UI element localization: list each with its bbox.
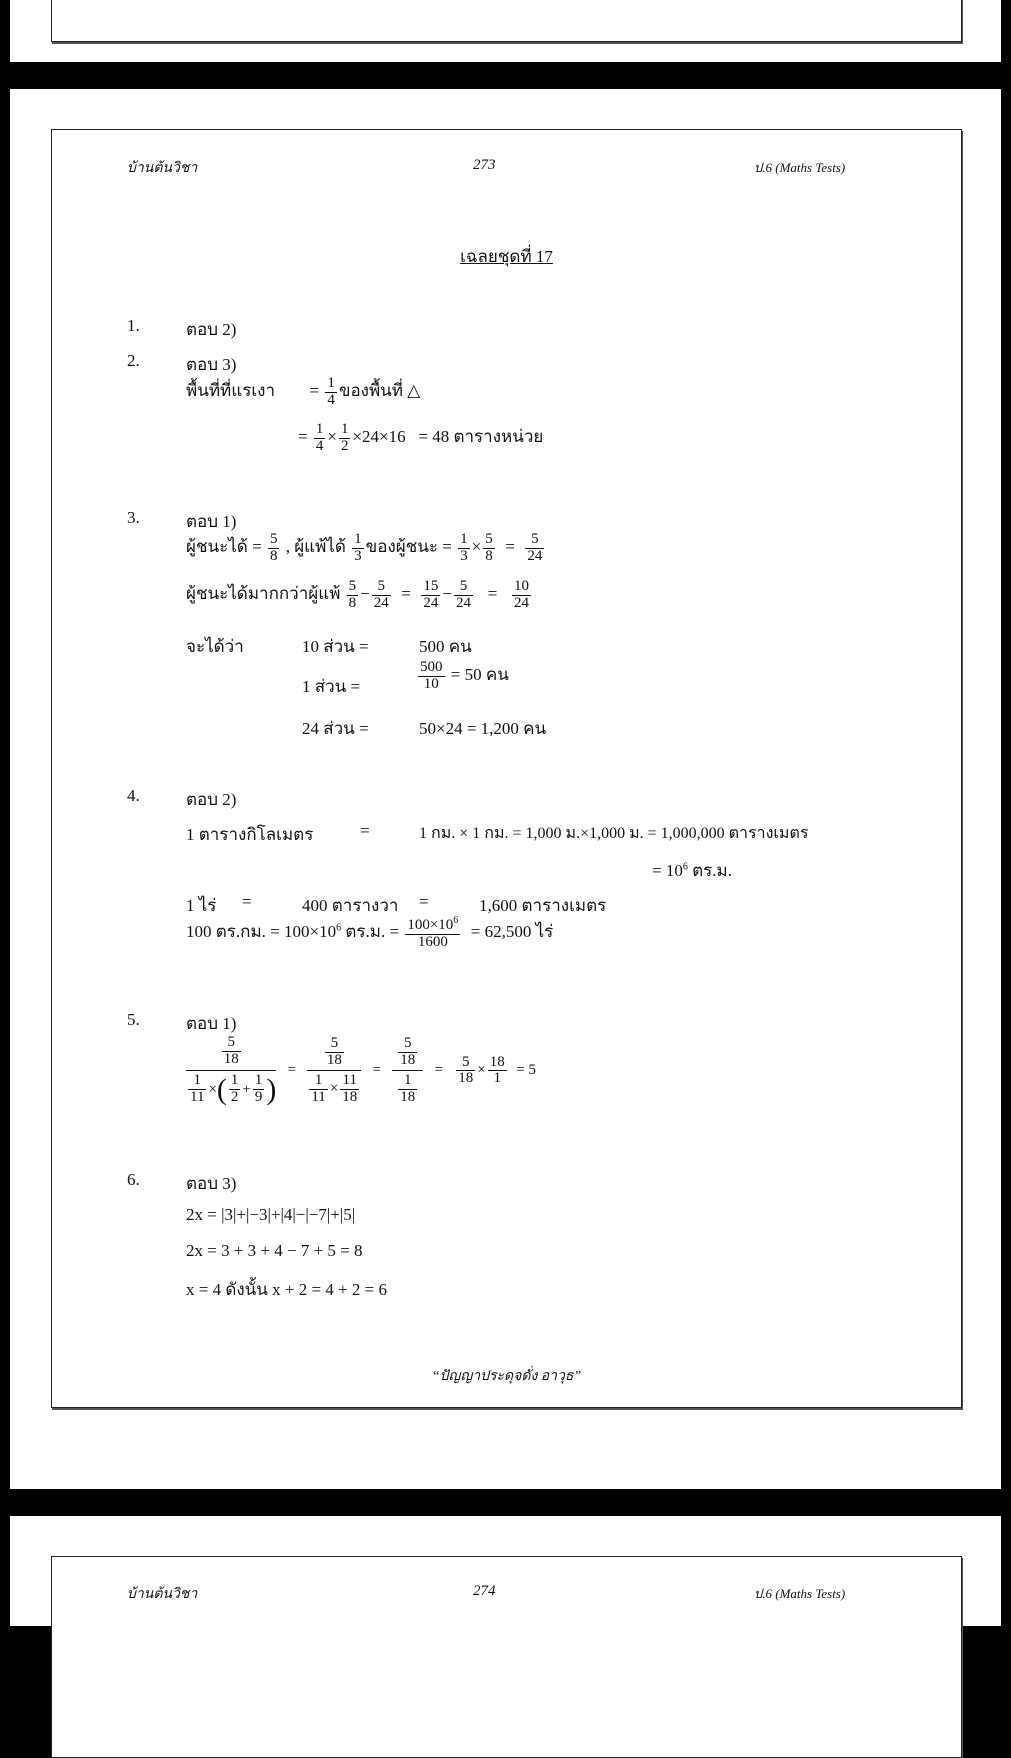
complex-fraction: $\frac{5}{18}$ $\frac{1}{11}$ ×( $\frac{1}{2}$ + $\frac{1}{9}$ ) xyxy=(186,1035,276,1107)
page-title: เฉลยชุดที่ 17 xyxy=(460,247,553,266)
q6-line2: 2x = 3 + 3 + 4 − 7 + 5 = 8 xyxy=(186,1241,363,1260)
q2-answer: ตอบ 3) xyxy=(186,355,237,374)
fraction: $\frac{5}{18}$ xyxy=(458,1053,474,1087)
q5-expression: $\frac{5}{18}$ $\frac{1}{11}$ ×( $\frac{1}{2}$ + $\frac{1}{9}$ ) = $\frac{5}{18}$ $\frac{1}{11}$ × $\frac{11}{18}$ = $\frac{\frac{5}{18}}{\frac{1}{18}}$ = $\frac{5}{18}$ × $\frac{18}{1}$ = 5 xyxy=(186,1035,536,1107)
q2-text: ของพื้นที่ △ xyxy=(338,381,421,401)
q4-l2-post: ตร.ม. xyxy=(687,861,732,880)
q1-number: 1. xyxy=(127,316,140,335)
q1-answer: ตอบ 2) xyxy=(186,320,237,339)
q4-l3-b: 400 ตารางวา xyxy=(302,896,399,915)
q3-text: ผู้ชนะได้ = xyxy=(186,537,262,557)
q3-label: จะได้ว่า xyxy=(186,637,244,656)
page-number: 274 xyxy=(473,1583,496,1599)
fraction: $\frac{100\times 10^6}{1600}$ xyxy=(407,915,459,950)
q2-number: 2. xyxy=(127,351,140,370)
q3-answer: ตอบ 1) xyxy=(186,512,237,531)
fraction: $\frac{5}{8}$ xyxy=(269,531,278,564)
q4-l2-pre: = 10 xyxy=(652,861,683,880)
exponent: 6 xyxy=(336,922,342,934)
fraction: $\frac{500}{10}$ xyxy=(420,659,443,692)
header-right: ป.6 (Maths Tests) xyxy=(754,1586,846,1601)
q6-answer: ตอบ 3) xyxy=(186,1174,237,1193)
q4-l4-b: ตร.ม. = xyxy=(341,922,400,942)
fraction: $\frac{5}{24}$ xyxy=(527,531,543,564)
fraction: $\frac{5}{24}$ xyxy=(455,578,471,611)
complex-fraction: $\frac{\frac{5}{18}}{\frac{1}{18}}$ xyxy=(392,1036,423,1106)
q5-result: = 5 xyxy=(516,1062,536,1079)
q3-line1 xyxy=(186,532,546,565)
page-frame xyxy=(51,1556,962,1758)
q4-l4-a: 100 ตร.กม. = 100×10 xyxy=(186,922,337,942)
q2-eq2: = xyxy=(298,427,308,447)
fraction: $\frac{1}{3}$ xyxy=(354,531,362,564)
q2-tail: ×24×16 xyxy=(352,427,406,447)
q4-l3-c: 1,600 ตารางเมตร xyxy=(479,896,607,915)
fraction: $\frac{1}{2}$ xyxy=(340,421,349,454)
minus: − xyxy=(360,584,370,604)
times: × xyxy=(471,537,482,557)
q3-l5-right: 50×24 = 1,200 คน xyxy=(419,719,547,738)
complex-fraction: $\frac{5}{18}$ $\frac{1}{11}$ × $\frac{11}{18}$ xyxy=(307,1036,361,1106)
q3-l3-right: 500 คน xyxy=(419,637,472,656)
previous-page xyxy=(10,0,1001,62)
header-right: ป.6 (Maths Tests) xyxy=(754,160,846,175)
q3-text: ของผู้ชนะ = xyxy=(365,537,452,557)
q4-answer: ตอบ 2) xyxy=(186,790,237,809)
q4-l2 xyxy=(652,857,732,884)
q5-number: 5. xyxy=(127,1010,140,1029)
q3-l4-right xyxy=(416,660,509,693)
q3-number: 3. xyxy=(127,508,140,527)
eq: = xyxy=(487,584,498,604)
page-number: 273 xyxy=(473,157,496,173)
q4-l3-eq1: = xyxy=(242,892,252,911)
fraction: $\frac{5}{24}$ xyxy=(373,578,389,611)
page-273 xyxy=(10,89,1001,1489)
q4-l4-c: = 62,500 ไร่ xyxy=(470,922,554,942)
page-frame xyxy=(51,129,962,1408)
footer-quote: “ปัญญาประดุจดั่ง อาวุธ” xyxy=(431,1369,582,1384)
fraction: $\frac{5}{8}$ xyxy=(485,531,493,564)
fraction: $\frac{15}{24}$ xyxy=(423,578,439,611)
fraction: $\frac{1}{3}$ xyxy=(460,531,468,564)
q6-number: 6. xyxy=(127,1170,140,1189)
eq: = xyxy=(401,584,411,604)
eq: = xyxy=(434,1062,443,1079)
fraction: $\frac{1}{4}$ xyxy=(315,421,324,454)
q4-number: 4. xyxy=(127,786,140,805)
page-274 xyxy=(10,1516,1001,1626)
exponent: 6 xyxy=(682,861,688,873)
fraction: $\frac{18}{1}$ xyxy=(489,1053,505,1087)
eq: = xyxy=(287,1062,297,1079)
minus: − xyxy=(442,584,452,604)
q6-line3: x = 4 ดังนั้น x + 2 = 4 + 2 = 6 xyxy=(186,1280,388,1299)
q4-l4 xyxy=(186,916,553,951)
q6-line1: 2x = |3|+|−3|+|4|−|−7|+|5| xyxy=(186,1205,356,1224)
q4-l3-eq2: = xyxy=(419,892,429,911)
q4-l3-a: 1 ไร่ xyxy=(186,896,217,915)
q4-l1-value: 1 กม. × 1 กม. = 1,000 ม.×1,000 ม. = 1,000,000 ตารางเมตร xyxy=(419,825,809,842)
q3-line2 xyxy=(186,579,533,612)
q3-l3-left: 10 ส่วน = xyxy=(302,637,369,656)
fraction: $\frac{5}{8}$ xyxy=(348,578,357,611)
q3-l4-left: 1 ส่วน = xyxy=(302,677,361,696)
fraction: $\frac{10}{24}$ xyxy=(514,578,530,611)
q3-text: ผู้ชนะได้มากกว่าผู้แพ้ xyxy=(186,584,341,604)
q2-line2 xyxy=(298,422,543,455)
previous-page-frame xyxy=(51,0,962,42)
q2-result: = 48 ตารางหน่วย xyxy=(418,427,544,447)
q3-l4-result: = 50 คน xyxy=(450,665,509,685)
header-left: บ้านต้นวิชา xyxy=(127,161,198,176)
q3-text: , ผู้แพ้ได้ xyxy=(285,537,346,557)
header-left: บ้านต้นวิชา xyxy=(127,1587,198,1602)
q2-line1 xyxy=(186,376,420,409)
q4-l1-eq: = xyxy=(360,821,370,840)
fraction: $\frac{1}{4}$ xyxy=(327,375,335,408)
q2-label: พื้นที่ที่แรเงา xyxy=(186,381,275,401)
q5-answer: ตอบ 1) xyxy=(186,1014,237,1033)
q2-eq: = xyxy=(309,381,320,401)
eq: = xyxy=(372,1062,381,1079)
eq: = xyxy=(505,537,515,557)
times: × xyxy=(327,427,337,447)
q4-l1-label: 1 ตารางกิโลเมตร xyxy=(186,825,314,844)
q3-l5-left: 24 ส่วน = xyxy=(302,719,369,738)
